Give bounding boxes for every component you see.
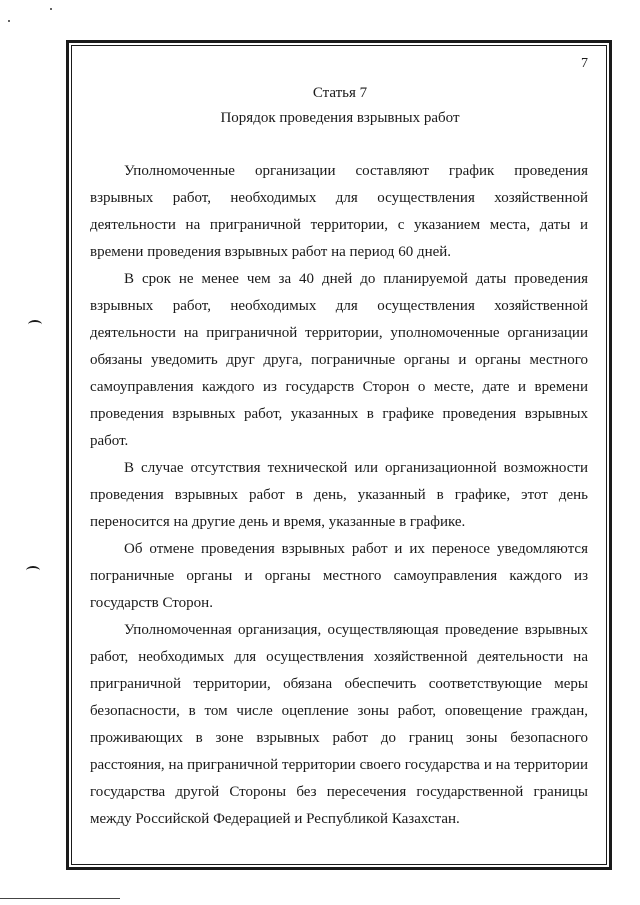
paragraph: Об отмене проведения взрывных работ и их переносе уведомляются пограничные органы и органы местного самоуправления каждого из государств Сторон.: [90, 541, 588, 611]
scan-speck: [50, 8, 52, 10]
paragraph: Уполномоченные организации составляют график проведения взрывных работ, необходимых для осуществления хозяйственной деятельности на приграничной территории, с указанием места, даты и времени проведения взрывных работ на период 60 дней.: [90, 163, 588, 260]
page-number: 7: [581, 56, 588, 71]
footer-rule: [0, 898, 120, 899]
binding-hole-mark: [28, 320, 42, 329]
article-title: Статья 7: [312, 85, 368, 101]
scan-speck: [8, 20, 10, 22]
paragraph: Уполномоченная организация, осуществляющая проведение взрывных работ, необходимых для осуществления хозяйственной деятельности на приграничной территории, обязана обеспечить соответствующие меры безопасности, в том числе оцепление зоны работ, оповещение граждан, проживающих в зоне взрывных работ до границ зоны безопасного расстояния, на приграничной территории своего государства и на территории государства другой Стороны без пересечения государственной границы между Российской Федерацией и Республикой Казахстан.: [90, 622, 588, 827]
paragraph: В случае отсутствия технической или организационной возможности проведения взрывных работ в день, указанный в графике, этот день переносится на другие день и время, указанные в графике.: [90, 460, 588, 530]
binding-hole-mark: [26, 566, 40, 575]
article-body: [90, 158, 588, 833]
paragraph: В срок не менее чем за 40 дней до планируемой даты проведения взрывных работ, необходимых для осуществления хозяйственной деятельности на приграничной территории, уполномоченные организации обязаны уведомить друг друга, пограничные органы и органы местного самоуправления каждого из государств Сторон о месте, дате и времени проведения взрывных работ, указанных в графике проведения взрывных работ.: [90, 271, 588, 449]
article-subtitle: Порядок проведения взрывных работ: [220, 110, 460, 126]
